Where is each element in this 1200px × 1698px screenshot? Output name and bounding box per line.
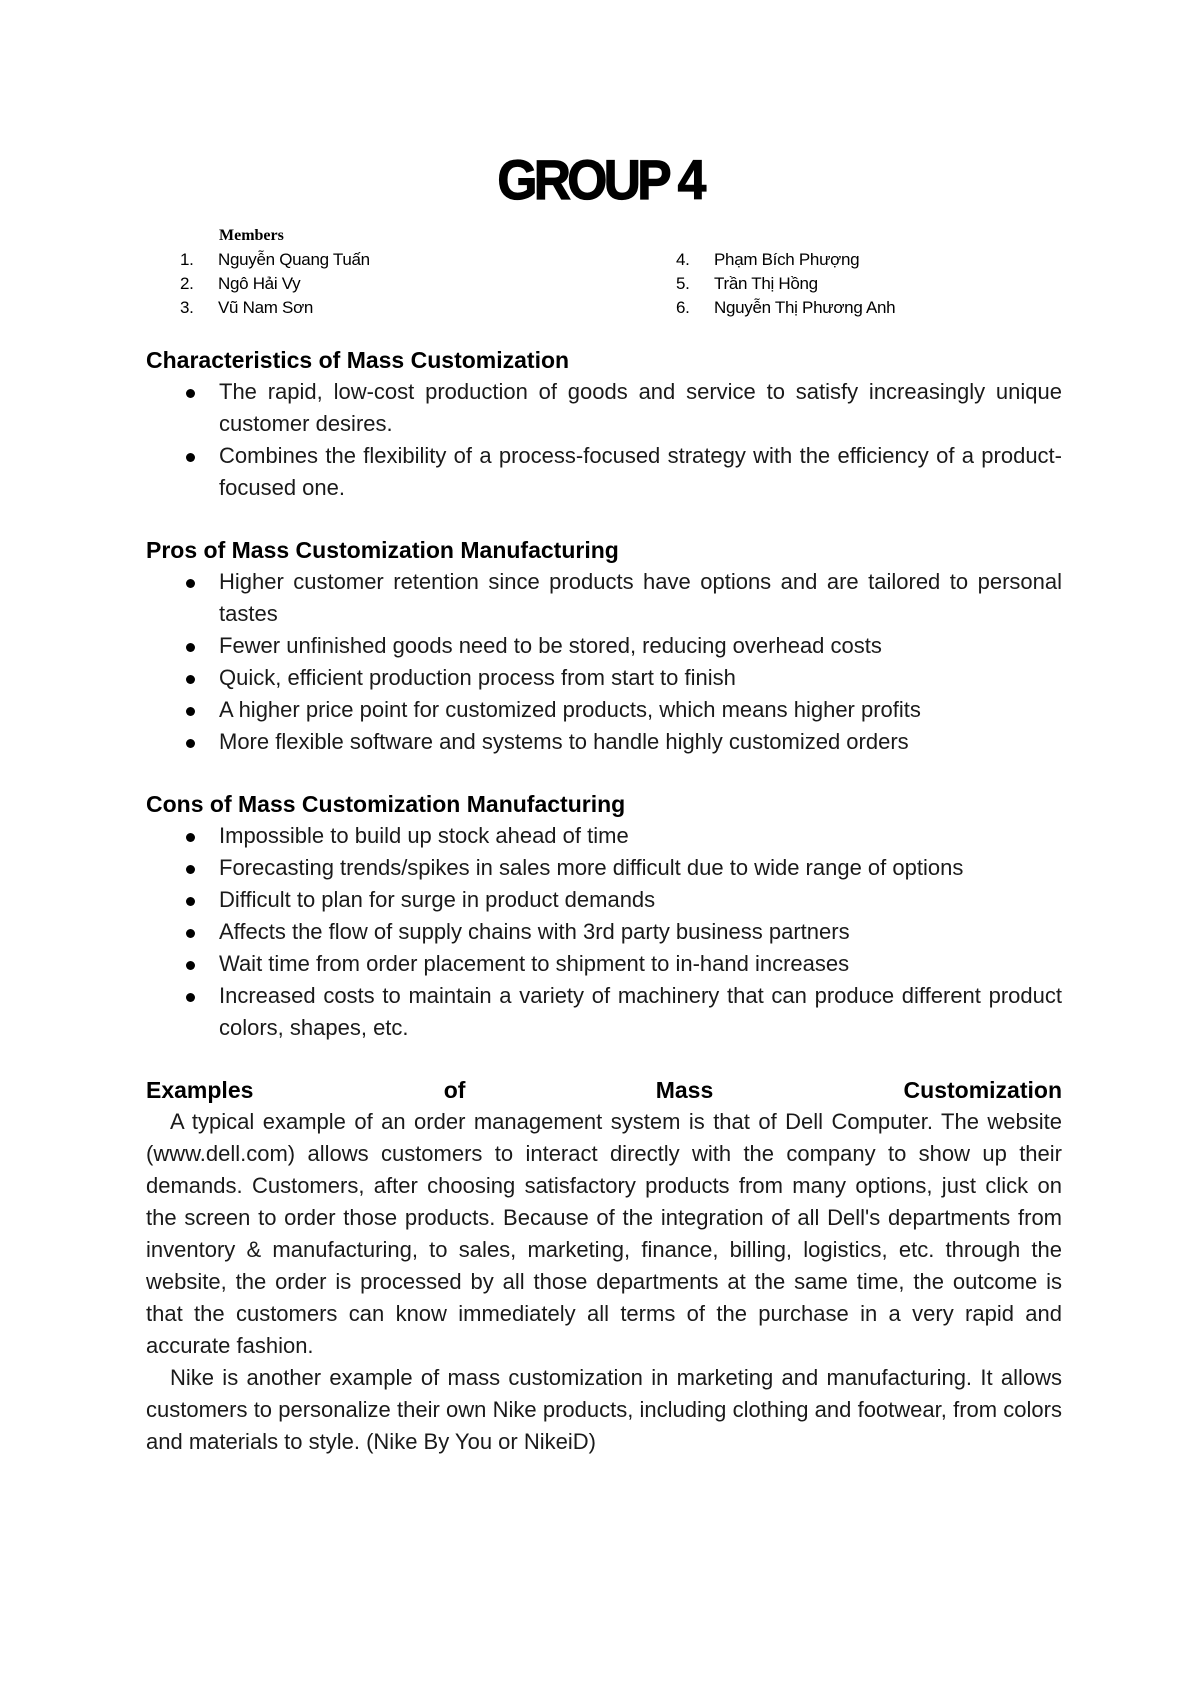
list-item-text: Difficult to plan for surge in product demands bbox=[219, 887, 656, 912]
cons-heading: Cons of Mass Customization Manufacturing bbox=[146, 791, 626, 817]
bullet-icon bbox=[186, 897, 195, 906]
list-item bbox=[146, 630, 1062, 662]
list-item-text: A higher price point for customized products, which means higher profits bbox=[219, 697, 921, 722]
member-number: 4. bbox=[676, 250, 690, 269]
member-item bbox=[676, 248, 895, 272]
member-item bbox=[676, 296, 895, 320]
list-item-text: The rapid, low-cost production of goods and service to satisfy increasingly unique customer desires. bbox=[219, 379, 1062, 436]
list-item-text: Affects the flow of supply chains with 3rd party business partners bbox=[219, 919, 850, 944]
characteristics-heading: Characteristics of Mass Customization bbox=[146, 347, 570, 373]
pros-heading: Pros of Mass Customization Manufacturing bbox=[146, 537, 619, 563]
member-number: 1. bbox=[180, 250, 194, 269]
member-number: 2. bbox=[180, 274, 194, 293]
list-item-text: More flexible software and systems to handle highly customized orders bbox=[219, 729, 909, 754]
member-number: 3. bbox=[180, 298, 194, 317]
members-list-left bbox=[180, 248, 370, 320]
list-item-text: Increased costs to maintain a variety of machinery that can produce different product colors, shapes, etc. bbox=[219, 983, 1062, 1040]
member-number: 5. bbox=[676, 274, 690, 293]
bullet-icon bbox=[186, 833, 195, 842]
members-list-right bbox=[676, 248, 895, 320]
list-item bbox=[146, 916, 1062, 948]
member-name: Trần Thị Hồng bbox=[714, 274, 818, 293]
list-item bbox=[146, 852, 1062, 884]
member-name: Vũ Nam Sơn bbox=[218, 298, 314, 317]
member-name: Phạm Bích Phượng bbox=[714, 250, 860, 269]
bullet-icon bbox=[186, 929, 195, 938]
bullet-icon bbox=[186, 675, 195, 684]
pros-list bbox=[146, 566, 1062, 758]
member-name: Ngô Hải Vy bbox=[218, 274, 301, 293]
bullet-icon bbox=[186, 865, 195, 874]
member-name: Nguyễn Quang Tuấn bbox=[218, 250, 370, 269]
list-item-text: Wait time from order placement to shipment to in-hand increases bbox=[219, 951, 850, 976]
pros-section bbox=[146, 534, 1062, 758]
document-body bbox=[146, 344, 1062, 1488]
member-item bbox=[180, 272, 370, 296]
list-item-text: Forecasting trends/spikes in sales more difficult due to wide range of options bbox=[219, 855, 964, 880]
bullet-icon bbox=[186, 707, 195, 716]
list-item bbox=[146, 884, 1062, 916]
member-name: Nguyễn Thị Phương Anh bbox=[714, 298, 896, 317]
member-item bbox=[180, 248, 370, 272]
cons-list bbox=[146, 820, 1062, 1044]
cons-section bbox=[146, 788, 1062, 1044]
list-item-text: Combines the flexibility of a process-focused strategy with the efficiency of a product-focused one. bbox=[219, 443, 1062, 500]
bullet-icon bbox=[186, 993, 195, 1002]
page-title: GROUP 4 bbox=[497, 148, 703, 211]
bullet-icon bbox=[186, 739, 195, 748]
characteristics-section bbox=[146, 344, 1062, 504]
list-item bbox=[146, 566, 1062, 630]
examples-heading: Examples of Mass Customization bbox=[146, 1077, 1062, 1103]
bullet-icon bbox=[186, 389, 195, 398]
list-item-text: Fewer unfinished goods need to be stored, reducing overhead costs bbox=[219, 633, 882, 658]
examples-paragraph: A typical example of an order management system is that of Dell Computer. The website (www.dell.com) allows customers to interact directly with the company to show up their demands. Customers, after choosing satisfactory products from many options, just click on the screen to order those products. Because of the integration of all Dell's departments from inventory & manufacturing, to sales, marketing, finance, billing, logistics, etc. through the website, the order is processed by all those departments at the same time, the outcome is that the customers can know immediately all terms of the purchase in a very rapid and accurate fashion. bbox=[146, 1109, 1062, 1358]
list-item bbox=[146, 440, 1062, 504]
bullet-icon bbox=[186, 453, 195, 462]
bullet-icon bbox=[186, 643, 195, 652]
list-item bbox=[146, 694, 1062, 726]
list-item bbox=[146, 820, 1062, 852]
list-item bbox=[146, 726, 1062, 758]
list-item-text: Impossible to build up stock ahead of time bbox=[219, 823, 629, 848]
members-label: Members bbox=[219, 227, 284, 244]
member-number: 6. bbox=[676, 298, 690, 317]
examples-section bbox=[146, 1074, 1062, 1458]
list-item bbox=[146, 376, 1062, 440]
examples-paragraph: Nike is another example of mass customization in marketing and manufacturing. It allows customers to personalize their own Nike products, including clothing and footwear, from colors and materials to style. (Nike By You or NikeiD) bbox=[146, 1365, 1062, 1454]
list-item bbox=[146, 980, 1062, 1044]
bullet-icon bbox=[186, 579, 195, 588]
list-item bbox=[146, 948, 1062, 980]
characteristics-list bbox=[146, 376, 1062, 504]
member-item bbox=[180, 296, 370, 320]
list-item bbox=[146, 662, 1062, 694]
bullet-icon bbox=[186, 961, 195, 970]
list-item-text: Higher customer retention since products have options and are tailored to personal tastes bbox=[219, 569, 1062, 626]
member-item bbox=[676, 272, 895, 296]
list-item-text: Quick, efficient production process from start to finish bbox=[219, 665, 736, 690]
